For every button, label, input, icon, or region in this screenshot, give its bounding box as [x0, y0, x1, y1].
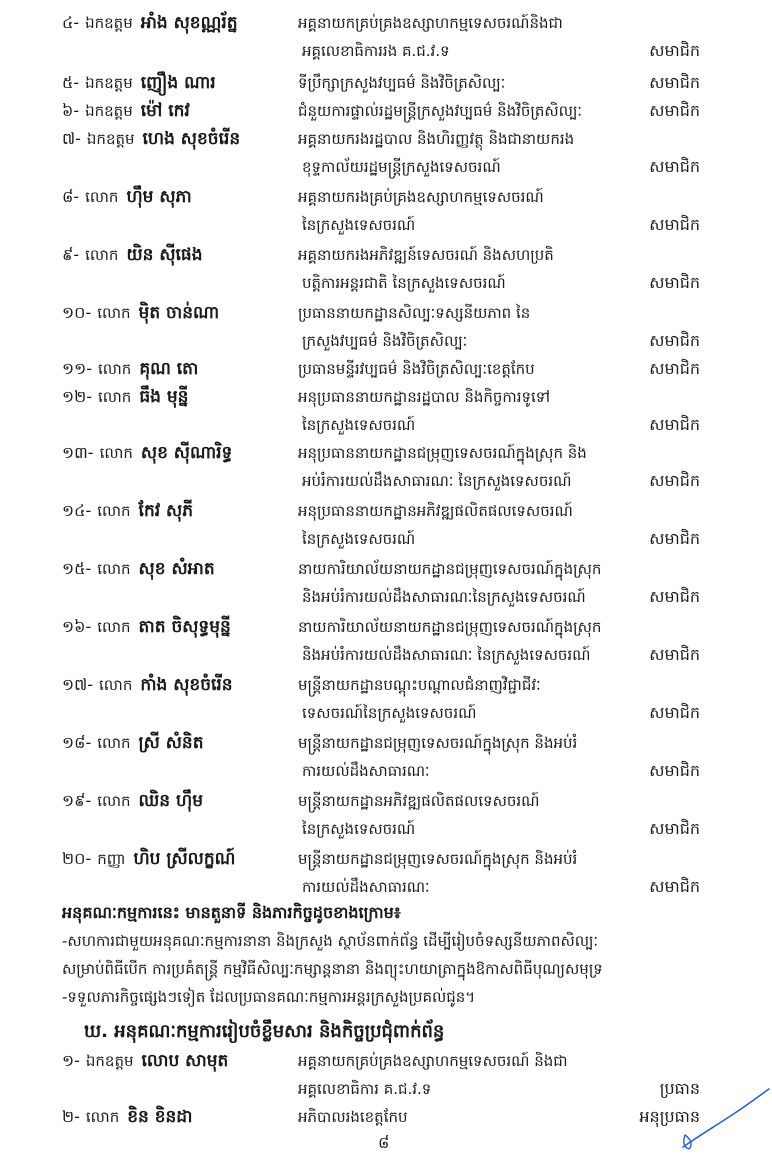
member-position: អគ្គនាយកគ្រប់គ្រងឧស្សាហកម្មទេសចរណ៍និងជា [298, 14, 563, 32]
member-number: ៥- [62, 73, 80, 92]
member-role: សមាជិក [649, 819, 700, 838]
member-title: លោក [98, 360, 132, 378]
member-position: នៃក្រសួងទេសចរណ៍ [302, 530, 416, 548]
member-name: កែវ សុភី [138, 501, 194, 521]
member-number: ១៣- [62, 443, 94, 462]
member-name: ធឹង មុន្នី [139, 387, 189, 407]
member-title: ឯកឧត្តម [85, 14, 133, 32]
member-title: លោក [97, 502, 131, 520]
member-role: សមាជិក [649, 587, 700, 606]
member-role: សមាជិក [649, 359, 700, 378]
duties-line: -ទទួលភារកិច្ចផ្សេងៗទៀត ដែលប្រធានគណៈកម្មការអន្តរក្រសួងប្រគល់ជូន។ [62, 988, 476, 1006]
member-number: ១៥- [62, 559, 92, 578]
member-row [62, 384, 292, 410]
duties-line: -សហការជាមួយអនុគណៈកម្មការនានា និងក្រសួង ស្ថាប័នពាក់ព័ន្ធ ដើម្បីរៀបចំទស្សនីយភាពសិល្បៈ [62, 932, 599, 950]
member-name: សុខ ស៊ីណារិទ្ធ [140, 443, 233, 463]
member-role: សមាជិក [649, 101, 700, 120]
member-position: មន្ត្រីនាយកដ្ឋានអភិវឌ្ឍផលិតផលទេសចរណ៍ [298, 792, 540, 810]
member-role: សមាជិក [649, 529, 700, 548]
member-position: ទេសចរណ៍នៃក្រសួងទេសចរណ៍ [302, 704, 477, 722]
member-row [62, 730, 292, 756]
member-position: និងអប់រំការយល់ដឹងសាធារណៈ នៃក្រសួងទេសចរណ៍ [302, 646, 591, 664]
member-role: សមាជិក [649, 331, 700, 350]
member-title: លោក [99, 676, 133, 694]
member-name: ឈិន ហ៊ឹម [138, 791, 203, 811]
member-position: ទីប្រឹក្សាក្រសួងវប្បធម៌ និងវិចិត្រសិល្បៈ [298, 74, 506, 92]
section-heading: ឃ. អនុគណៈកម្មការរៀបចំខ្លឹមសារ និងកិច្ចប្រជុំពាក់ព័ន្ធ [84, 1021, 445, 1042]
member-row [62, 614, 292, 640]
member-name: សុខ សំអាត [138, 559, 215, 579]
member-title: លោក [85, 246, 119, 264]
member-row [62, 846, 292, 872]
member-row [62, 70, 292, 96]
member-position: និងអប់រំការយល់ដឹងសាធារណៈនៃក្រសួងទេសចរណ៍ [302, 588, 586, 606]
duties-heading: អនុគណៈកម្មការនេះ មានតួនាទី និងភារកិច្ចដូចខាងក្រោម៖ [62, 903, 401, 922]
member-role: សមាជិក [649, 703, 700, 722]
member-number: ៤- [62, 13, 80, 32]
member-position: នៃក្រសួងទេសចរណ៍ [302, 216, 416, 234]
member-name: ហិប ស្រីលក្ខណ៍ [133, 849, 236, 869]
member-row [62, 788, 292, 814]
member-name: ហេង សុខចំរើន [142, 129, 241, 149]
member-number: ៩- [62, 245, 80, 264]
member-role: សមាជិក [649, 761, 700, 780]
member-title: លោក [98, 388, 132, 406]
member-name: កាំង សុខចំរើន [140, 675, 233, 695]
member-title: ឯកឧត្តម [85, 102, 133, 120]
member-position: បត្តិការអន្តរជាតិ នៃក្រសួងទេសចរណ៍ [302, 274, 506, 292]
member-position: ក្រសួងវប្បធម៌ និងវិចិត្រសិល្បៈ [302, 332, 468, 350]
member-position: មន្ត្រីនាយកដ្ឋានជម្រុញទេសចរណ៍ក្នុងស្រុក និងអប់រំ [298, 734, 578, 752]
member-row [62, 10, 292, 36]
member-name: ញឿង ណារ [140, 73, 216, 93]
member-number: ១៦- [62, 617, 92, 636]
member-position: អគ្គលេខាធិការរង គ.ជ.វ.ទ [302, 42, 450, 60]
member-number: ១០- [62, 303, 92, 322]
member-position: អគ្គលេខាធិការ គ.ជ.វ.ទ [298, 1080, 432, 1098]
member-title: លោក [85, 1108, 120, 1126]
member-title: ឯកឧត្តម [85, 1052, 134, 1070]
member-role: សមាជិក [649, 415, 700, 434]
member-row [62, 556, 292, 582]
member-name: ស្រី សំនិត [138, 733, 204, 753]
member-row [62, 98, 292, 124]
member-position: ការយល់ដឹងសាធារណៈ [302, 878, 430, 896]
member-title: លោក [97, 734, 131, 752]
member-name: ម៉ៅ កេវ [140, 101, 190, 121]
member-name: ខិន ខិនដា [127, 1107, 193, 1127]
member-row [62, 300, 292, 326]
member-row [62, 498, 292, 524]
member-role: សមាជិក [649, 471, 700, 490]
member-position: ប្រធានមន្ទីរវប្បធម៌ និងវិចិត្រសិល្បៈខេត្តកែប [298, 360, 535, 378]
member-number: ២០- [62, 849, 92, 868]
member-position: មន្ត្រីនាយកដ្ឋានជម្រុញទេសចរណ៍ក្នុងស្រុក និងអប់រំ [298, 850, 578, 868]
member-row [62, 1104, 292, 1130]
member-number: ៧- [62, 129, 81, 148]
member-number: ១៩- [62, 791, 92, 810]
member-title: លោក [97, 792, 131, 810]
member-name: តាត ចិសុទ្ធមុន្នី [138, 617, 231, 637]
member-row [62, 184, 292, 210]
member-position: អគ្គនាយករងអភិវឌ្ឍន៍ទេសចរណ៍ និងសហប្រតិ [298, 246, 554, 264]
member-position: អនុប្រធាននាយកដ្ឋានរដ្ឋបាល និងកិច្ចការទូទៅ [298, 388, 551, 406]
member-title: ឯកឧត្តម [86, 130, 135, 148]
member-number: ១៤- [62, 501, 92, 520]
member-row [62, 440, 292, 466]
member-row [62, 356, 292, 382]
member-role: សមាជិក [649, 877, 700, 896]
member-row [62, 1048, 292, 1074]
member-row [62, 126, 292, 152]
member-position: អគ្គនាយករងគ្រប់គ្រងឧស្សាហកម្មទេសចរណ៍ [298, 188, 544, 206]
member-position: ប្រធាននាយកដ្ឋានសិល្បៈទស្សនីយភាព នៃ [298, 304, 531, 322]
member-role: សមាជិក [649, 41, 700, 60]
member-position: អនុប្រធាននាយកដ្ឋានជម្រុញទេសចរណ៍ក្នុងស្រុក និង [298, 444, 587, 462]
member-name: លោប សាមុត [141, 1051, 229, 1071]
member-name: យិន ស៊ីផេង [126, 245, 203, 265]
member-role: សមាជិក [649, 73, 700, 92]
member-number: ១៨- [62, 733, 92, 752]
member-name: គុណ តោ [139, 359, 199, 379]
member-position: នៃក្រសួងទេសចរណ៍ [302, 820, 416, 838]
member-position: ការយល់ដឹងសាធារណៈ [302, 762, 430, 780]
member-row [62, 672, 292, 698]
member-name: អាំង សុខណ្ណរ័ត្ន [140, 13, 238, 33]
member-role: សមាជិក [649, 645, 700, 664]
member-name: ហ៊ឹម សុភា [126, 187, 192, 207]
member-position: នាយការិយាល័យនាយកដ្ឋានជម្រុញទេសចរណ៍ក្នុងស្រុក [298, 560, 602, 578]
member-role: អនុប្រធាន [639, 1107, 700, 1126]
member-title: លោក [97, 304, 131, 322]
member-role: ប្រធាន [659, 1079, 700, 1098]
member-position: អគ្គនាយកគ្រប់គ្រងឧស្សាហកម្មទេសចរណ៍ និងជា [298, 1052, 568, 1070]
member-number: ៨- [62, 187, 80, 206]
member-position: អគ្គនាយករងរដ្ឋបាល និងហិរញ្ញវត្ថុ និងជានាយករង [298, 130, 575, 148]
member-number: ១២- [62, 387, 92, 406]
member-number: ៦- [62, 101, 80, 120]
member-number: ១៧- [62, 675, 94, 694]
member-role: សមាជិក [649, 273, 700, 292]
member-name: ម៉ិត ចាន់ណា [138, 303, 220, 323]
member-position: អប់រំការយល់ដឹងសាធារណៈ នៃក្រសួងទេសចរណ៍ [302, 472, 572, 490]
member-row [62, 242, 292, 268]
member-number: ១- [62, 1051, 80, 1070]
member-role: សមាជិក [649, 157, 700, 176]
member-position: មន្ត្រីនាយកដ្ឋានបណ្តុះបណ្តាលជំនាញវិជ្ជាជីវៈ [298, 676, 541, 694]
member-position: ជំនួយការផ្ទាល់រដ្ឋមន្ត្រីក្រសួងវប្បធម៌ និងវិចិត្រសិល្បៈ [298, 102, 583, 120]
member-role: សមាជិក [649, 215, 700, 234]
member-title: លោក [99, 444, 133, 462]
page-number: ៨ [378, 1133, 390, 1152]
member-title: លោក [97, 618, 131, 636]
member-position: ខុទ្ទកាល័យរដ្ឋមន្ត្រីក្រសួងទេសចរណ៍ [302, 158, 501, 176]
member-number: ១១- [62, 359, 92, 378]
duties-line: សម្រាប់ពិធីបើក ការប្រគំតន្ត្រី កម្មវិធីសិល្បៈកម្សាន្តនានា និងព្យុះហយាត្រាក្នុងឱកាសពិធីបុណ្យសមុទ្រ [62, 960, 603, 978]
member-title: លោក [85, 188, 119, 206]
member-position: នាយការិយាល័យនាយកដ្ឋានជម្រុញទេសចរណ៍ក្នុងស្រុក [298, 618, 602, 636]
member-position: អភិបាលរងខេត្តកែប [298, 1108, 408, 1126]
signature-mark [675, 1085, 771, 1155]
member-title: លោក [97, 560, 131, 578]
member-title: កញ្ញា [97, 850, 126, 868]
member-title: ឯកឧត្តម [85, 74, 133, 92]
member-position: អនុប្រធាននាយកដ្ឋានអភិវឌ្ឍផលិតផលទេសចរណ៍ [298, 502, 573, 520]
member-position: នៃក្រសួងទេសចរណ៍ [302, 416, 416, 434]
member-number: ២- [62, 1107, 80, 1126]
